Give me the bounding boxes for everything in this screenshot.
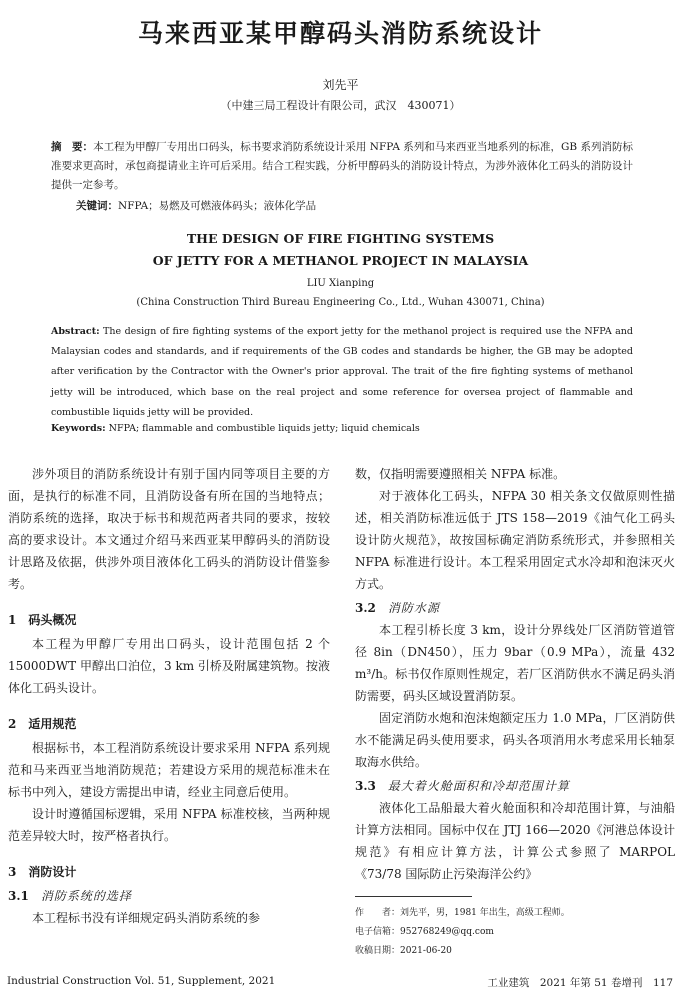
keywords-en-label: Keywords: — [51, 423, 106, 434]
section-3-2-number: 3.2 — [355, 601, 376, 615]
section-2-paragraph-1: 根据标书，本工程消防系统设计要求采用 NFPA 系列规范和马来西亚当地消防规范；若建设方采用的规范标准未在标书中列入，建设方需提出申请，经业主同意后使用。 — [8, 741, 330, 799]
footnote-received: 收稿日期：2021-06-20 — [355, 946, 452, 956]
section-2-paragraph-2: 设计时遵循国标逻辑，采用 NFPA 标准校核，当两种规范差异较大时，按严格者执行。 — [8, 807, 330, 843]
section-3-1-paragraph-2: 对于液体化工码头，NFPA 30 相关条文仅做原则性描述，相关消防标准远低于 JTS 158—2019《油气化工码头设计防火规范》，故按国标确定消防系统形式，并参照相关 NFPA 标准进行设计。本工程采用固定式水冷却和泡沫灭火方式。 — [355, 489, 675, 591]
section-3-1-paragraph-cont: 数，仅指明需要遵照相关 NFPA 标准。 — [355, 467, 566, 481]
section-3-3-number: 3.3 — [355, 779, 376, 793]
section-3-1-number: 3.1 — [8, 889, 29, 903]
footnote-divider — [355, 896, 472, 897]
title-en — [0, 228, 681, 272]
section-1-heading: 1 码头概况 — [8, 613, 77, 627]
section-3-3-title: 最大着火舱面积和冷却范围计算 — [387, 779, 570, 793]
author-en: LIU Xianping — [306, 278, 375, 289]
section-3-3-paragraph: 液体化工品船最大着火舱面积和冷却范围计算，与油船计算方法相同。国标中仅在 JTJ 166—2020《河港总体设计规范》有相应计算方法，计算公式参照了 MARPOL《73/78 国际防止污染海洋公约》 — [355, 801, 675, 881]
body-right-column — [355, 463, 675, 885]
keywords-en-text: NFPA; flammable and combustible liquids jetty; liquid chemicals — [108, 423, 420, 434]
section-3-3-heading — [355, 775, 675, 797]
section-3-1-heading — [8, 885, 330, 907]
affiliation-en: (China Construction Third Bureau Engineering Co., Ltd., Wuhan 430071, China) — [136, 297, 545, 308]
keywords-en — [51, 423, 420, 434]
section-1-paragraph: 本工程为甲醇厂专用出口码头，设计范围包括 2 个 15000DWT 甲醇出口泊位，3 km 引桥及附属建筑物。按液体化工码头设计。 — [8, 637, 330, 695]
keywords-cn-text: NFPA；易燃及可燃液体码头；液体化学品 — [118, 200, 317, 212]
title-en-line2: OF JETTY FOR A METHANOL PROJECT IN MALAYSIA — [152, 253, 529, 268]
footer-journal-cn: 工业建筑 2021 年第 51 卷增刊 117 — [487, 977, 673, 989]
affiliation-cn: （中建三局工程设计有限公司，武汉 430071） — [220, 99, 461, 112]
abstract-cn — [51, 138, 633, 195]
section-3-2-paragraph-2: 固定消防水炮和泡沫炮额定压力 1.0 MPa，厂区消防供水不能满足码头使用要求，码头各项消用水考虑采用长轴泵取海水供给。 — [355, 711, 675, 769]
body-left-column — [8, 463, 330, 929]
footnote-email: 电子信箱：952768249@qq.com — [355, 927, 494, 937]
title-en-line1: THE DESIGN OF FIRE FIGHTING SYSTEMS — [186, 231, 495, 246]
abstract-cn-label: 摘 要： — [51, 141, 94, 153]
intro-paragraph: 涉外项目的消防系统设计有别于国内同等项目主要的方面，是执行的标准不同，且消防设备有所在国的当地特点；消防系统的选择，取决于标书和规范两者共同的要求，按较高的要求设计。本文通过介绍马来西亚某甲醇码头的消防设计思路及依据，供涉外项目液体化工码头的消防设计借鉴参考。 — [8, 467, 330, 591]
section-3-2-title: 消防水源 — [387, 601, 440, 615]
section-3-2-paragraph-1: 本工程引桥长度 3 km，设计分界线处厂区消防管道管径 8in（DN450），压力 9bar（0.9 MPa），流量 432 m³/h。标书仅作原则性规定，若厂区消防供水不满足码头消防需要，码头区域设置消防泵。 — [355, 623, 675, 703]
keywords-cn-label: 关键词： — [76, 200, 118, 212]
abstract-en-label: Abstract: — [51, 326, 100, 337]
section-3-1-paragraph-start: 本工程标书没有详细规定码头消防系统的参 — [32, 911, 261, 925]
section-3-heading: 3 消防设计 — [8, 865, 77, 879]
footnote-author: 作 者：刘先平，男，1981 年出生，高级工程师。 — [355, 908, 570, 918]
author-cn: 刘先平 — [322, 78, 359, 92]
keywords-cn — [76, 198, 316, 213]
footer-journal-en: Industrial Construction Vol. 51, Supplement, 2021 — [7, 975, 276, 987]
title-cn: 马来西亚某甲醇码头消防系统设计 — [137, 19, 543, 48]
abstract-en-text: The design of fire fighting systems of the export jetty for the methanol project is required use the NFPA and Malaysian codes and standards, and if requirements of the GB codes and standards be higher, the GB may be adopted after verification by the Contractor with the Owner's prior approval. The trait of the fire fighting systems of methanol jetty will be introduced, which base on the real project and some reference for oversea project of flammable and combustible liquids jetty will be provided. — [51, 326, 633, 418]
abstract-cn-text: 本工程为甲醇厂专用出口码头，标书要求消防系统设计采用 NFPA 系列和马来西亚当地系列的标准，GB 系列消防标准要求更高时，承包商提请业主许可后采用。结合工程实践，分析甲醇码头的消防设计特点，为涉外液体化工码头的消防设计提供一定参考。 — [51, 141, 633, 191]
section-3-2-heading — [355, 597, 675, 619]
section-2-heading: 2 适用规范 — [8, 717, 77, 731]
abstract-en — [51, 322, 633, 423]
footnote — [355, 904, 570, 961]
section-3-1-title: 消防系统的选择 — [40, 889, 132, 903]
